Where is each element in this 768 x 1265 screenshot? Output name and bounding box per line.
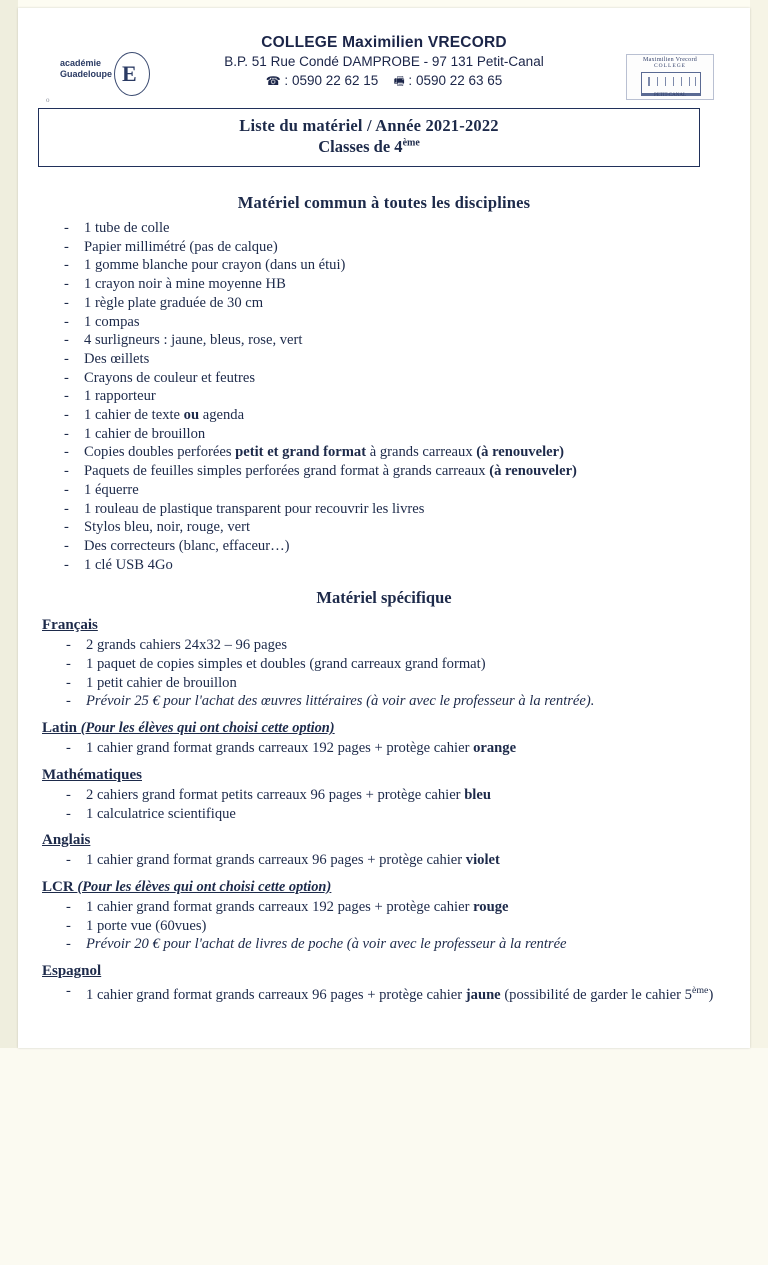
list-item: - 1 compas — [60, 313, 750, 332]
list-item: - Crayons de couleur et feutres — [60, 369, 750, 388]
list-item: - Paquets de feuilles simples perforées grand format à grands carreaux (à renouveler) — [60, 462, 750, 481]
common-materials-heading: Matériel commun à toutes les disciplines — [237, 193, 531, 212]
scan-artifact: o — [46, 96, 50, 104]
specific-materials-container — [18, 617, 750, 1004]
subject-material-list — [18, 898, 750, 954]
list-item: - Prévoir 25 € pour l'achat des œuvres littéraires (à voir avec le professeur à la rentrée). — [64, 692, 750, 711]
list-item: - 1 cahier de texte ou agenda — [60, 406, 750, 425]
crest-date-text: PETIT-CANAL — [653, 93, 687, 98]
school-contact-line — [18, 72, 750, 93]
list-item: - 2 grands cahiers 24x32 – 96 pages — [64, 636, 750, 655]
list-item: - 1 cahier grand format grands carreaux 192 pages + protège cahier rouge — [64, 898, 750, 917]
document-title-box — [38, 108, 700, 167]
list-item: - 1 cahier grand format grands carreaux 192 pages + protège cahier orange — [64, 739, 750, 758]
document-body — [18, 183, 750, 1005]
list-item: - 1 calculatrice scientifique — [64, 805, 750, 824]
list-item: - Papier millimétré (pas de calque) — [60, 238, 750, 257]
subject-heading: Latin (Pour les élèves qui ont choisi cette option) — [42, 720, 335, 737]
list-item: - Des correcteurs (blanc, effaceur…) — [60, 537, 750, 556]
school-fax-number: 0590 22 63 65 — [415, 73, 503, 88]
school-fax-label: : — [408, 73, 413, 88]
school-phone-label: : — [284, 73, 289, 88]
school-name: COLLEGE Maximilien VRECORD — [261, 34, 507, 51]
academie-logo-line1: académie — [60, 58, 102, 68]
list-item: - 1 règle plate graduée de 30 cm — [60, 294, 750, 313]
crest-top-text: Maximilien Vrecord — [642, 57, 698, 63]
document-title-class-prefix: Classes de 4 — [318, 137, 403, 156]
school-address: B.P. 51 Rue Condé DAMPROBE - 97 131 Petit-Canal — [224, 54, 544, 69]
list-item: - 1 petit cahier de brouillon — [64, 674, 750, 693]
subject-heading: Espagnol — [42, 963, 102, 980]
telephone-icon: ☎ — [265, 74, 281, 88]
subject-heading: Mathématiques — [42, 766, 142, 783]
list-item: - Prévoir 20 € pour l'achat de livres de poche (à voir avec le professeur à la rentrée — [64, 935, 750, 954]
list-item: - 2 cahiers grand format petits carreaux 96 pages + protège cahier bleu — [64, 786, 750, 805]
list-item: - 1 rapporteur — [60, 387, 750, 406]
subject-heading: LCR (Pour les élèves qui ont choisi cette option) — [42, 878, 332, 895]
school-phone-number: 0590 22 62 15 — [291, 73, 379, 88]
list-item: - 4 surligneurs : jaune, bleus, rose, vert — [60, 331, 750, 350]
document-title-line1: Liste du matériel / Année 2021-2022 — [239, 116, 499, 135]
document-page — [18, 8, 750, 1048]
list-item: - 1 clé USB 4Go — [60, 556, 750, 575]
crest-word-text: COLLEGE — [653, 63, 687, 69]
list-item: - 1 cahier grand format grands carreaux 96 pages + protège cahier violet — [64, 851, 750, 870]
subject-heading: Anglais — [42, 832, 91, 849]
specific-materials-heading: Matériel spécifique — [316, 588, 452, 608]
list-item: - 1 équerre — [60, 481, 750, 500]
list-item: - Stylos bleu, noir, rouge, vert — [60, 518, 750, 537]
list-item: - Copies doubles perforées petit et grand format à grands carreaux (à renouveler) — [60, 443, 750, 462]
subject-heading: Français — [42, 617, 98, 634]
list-item: - 1 gomme blanche pour crayon (dans un étui) — [60, 256, 750, 275]
academie-logo-line2: Guadeloupe — [60, 69, 113, 79]
page-bottom-area — [0, 1048, 768, 1265]
document-header — [18, 34, 750, 93]
subject-material-list — [18, 636, 750, 711]
common-materials-list — [18, 219, 750, 574]
fax-icon: 🖷 — [393, 74, 405, 88]
document-title-line2 — [39, 137, 699, 157]
academie-logo-letter: E — [122, 61, 137, 86]
list-item: - 1 cahier grand format grands carreaux 96 pages + protège cahier jaune (possibilité de garder le cahier 5ème) — [64, 982, 750, 1005]
list-item: - 1 crayon noir à mine moyenne HB — [60, 275, 750, 294]
subject-material-list — [18, 786, 750, 823]
list-item: - 1 paquet de copies simples et doubles (grand carreaux grand format) — [64, 655, 750, 674]
subject-material-list — [18, 851, 750, 870]
document-title-class-sup: ème — [402, 137, 420, 149]
subject-material-list — [18, 739, 750, 758]
list-item: - 1 cahier de brouillon — [60, 425, 750, 444]
list-item: - 1 rouleau de plastique transparent pour recouvrir les livres — [60, 500, 750, 519]
list-item: - Des œillets — [60, 350, 750, 369]
list-item: - 1 porte vue (60vues) — [64, 917, 750, 936]
list-item: - 1 tube de colle — [60, 219, 750, 238]
subject-material-list — [18, 982, 750, 1005]
